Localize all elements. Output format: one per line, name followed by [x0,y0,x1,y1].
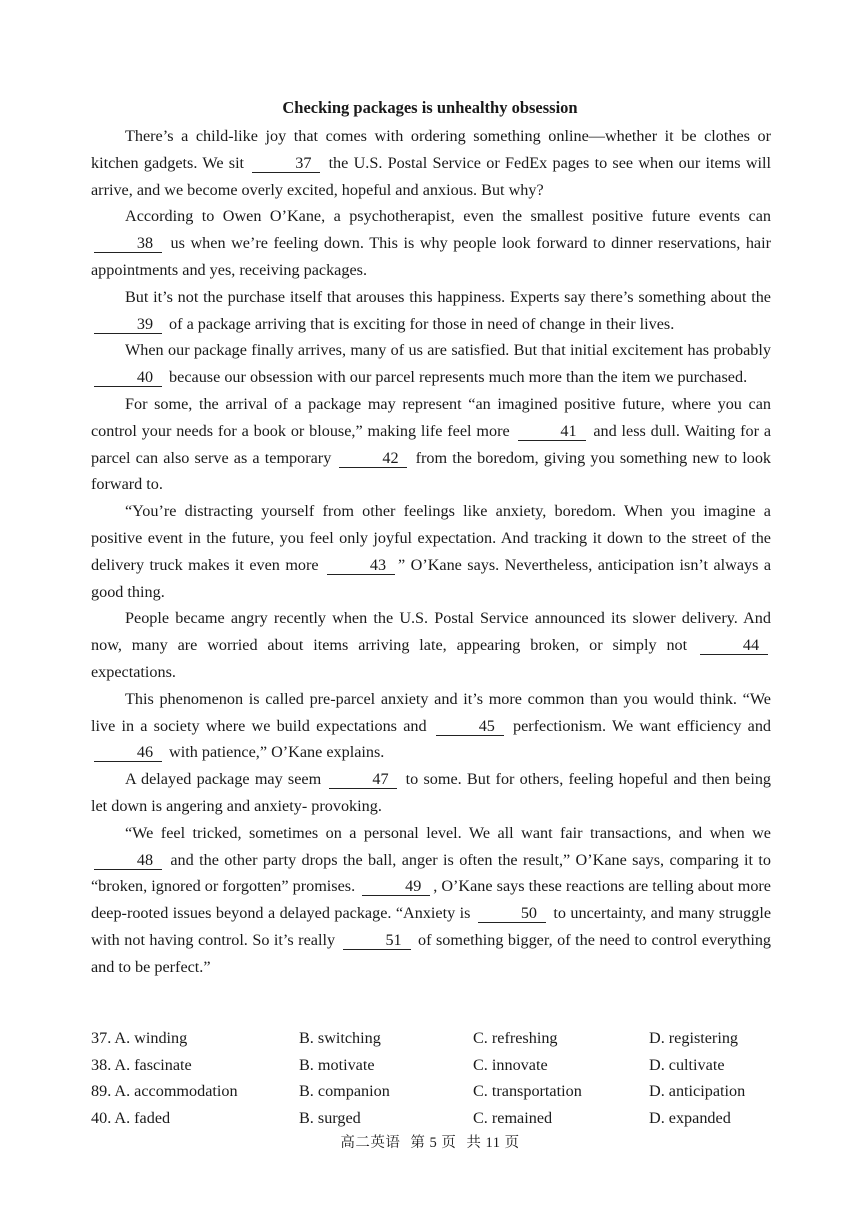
cloze-passage [91,123,771,981]
blank-45: 45 [436,718,504,736]
option-row-38 [91,1052,791,1079]
blank-50: 50 [478,905,546,923]
blank-48: 48 [94,852,162,870]
paragraph: But it’s not the purchase itself that arouses this happiness. Experts say there’s something about the 39 of a package arriving that is exciting for those in need of change in their lives. [91,284,771,338]
blank-42: 42 [339,450,407,468]
paragraph: There’s a child-like joy that comes with ordering something online—whether it be clothes or kitchen gadgets. We sit 37 the U.S. Postal Service or FedEx pages to see when our items will arrive, and we become overly excited, hopeful and anxious. But why? [91,127,771,199]
option-a: 89. A. accommodation [91,1082,238,1101]
blank-43: 43 [327,557,395,575]
option-d: D. cultivate [649,1055,725,1074]
option-c: C. innovate [473,1055,548,1074]
option-row-37 [91,1025,791,1052]
blank-51: 51 [343,932,411,950]
option-c: C. transportation [473,1082,582,1101]
option-c: C. remained [473,1108,553,1127]
option-a: 37. A. winding [91,1029,188,1047]
option-a: 38. A. fascinate [91,1055,192,1074]
blank-46: 46 [94,744,162,762]
option-row-40 [91,1105,791,1132]
option-b: B. switching [299,1029,381,1047]
blank-38: 38 [94,235,162,253]
paragraph: A delayed package may seem 47 to some. But for others, feeling hopeful and then being let down is angering and anxiety- provoking. [91,770,772,815]
blank-49: 49 [362,878,430,896]
option-a: 40. A. faded [91,1108,171,1127]
blank-47: 47 [329,771,397,789]
paragraph: For some, the arrival of a package may represent “an imagined positive future, where you can control your needs for a book or blouse,” making life feel more 41 and less dull. Waiting for a parcel can also serve as a temporary 42 from the boredom, giving you something new to look forward to. [91,394,772,494]
option-d: D. registering [649,1029,739,1047]
paragraph: “You’re distracting yourself from other feelings like anxiety, boredom. When you imagine a positive event in the future, you feel only joyful expectation. And tracking it down to the street of the delivery truck makes it even more 43 ” O’Kane says. Nevertheless, anticipation isn’t always a good thing. [91,502,772,601]
option-c: C. refreshing [473,1029,558,1047]
option-d: D. anticipation [649,1082,746,1101]
footer-subject: 高二英语 [340,1135,401,1151]
paragraph: According to Owen O’Kane, a psychotherapist, even the smallest positive future events can 38 us when we’re feeling down. This is why people look forward to dinner reservations, hair appointments and yes, receiving packages. [91,207,772,279]
paragraph: When our package finally arrives, many of us are satisfied. But that initial excitement has probably 40 because our obsession with our parcel represents much more than the item we purchased. [91,337,771,391]
blank-41: 41 [518,423,586,441]
footer-total-pages: 共 11 页 [466,1135,520,1151]
answer-options [91,1025,791,1131]
blank-44: 44 [700,637,768,655]
footer-page-number: 第 5 页 [410,1135,457,1151]
passage-title: Checking packages is unhealthy obsession [282,98,578,117]
option-b: B. surged [299,1108,361,1127]
page-footer [0,1131,860,1152]
paragraph: This phenomenon is called pre-parcel anxiety and it’s more common than you would think. “We live in a society where we build expectations and 45 perfectionism. We want efficiency and 46 with patience,” O’Kane explains. [91,689,772,762]
option-row-39 [91,1078,791,1105]
blank-37: 37 [252,155,320,173]
option-d: D. expanded [649,1108,731,1127]
option-b: B. companion [299,1082,390,1101]
paragraph: “We feel tricked, sometimes on a personal level. We all want fair transactions, and when we 48 and the other party drops the ball, anger is often the result,” O’Kane says, comparing it to “broken, ignored or forgotten” promises. 49 , O’Kane says these reactions are telling about more deep-rooted issues beyond a delayed package. “Anxiety is 50 to uncertainty, and many struggle with not having control. So it’s really 51 of something bigger, of the need to control everything and to be perfect.” [91,823,772,976]
option-b: B. motivate [299,1055,375,1074]
blank-40: 40 [94,369,162,387]
paragraph: People became angry recently when the U.S. Postal Service announced its slower delivery. And now, many are worried about items arriving late, appearing broken, or simply not 44 expectations. [91,609,771,681]
blank-39: 39 [94,316,162,334]
